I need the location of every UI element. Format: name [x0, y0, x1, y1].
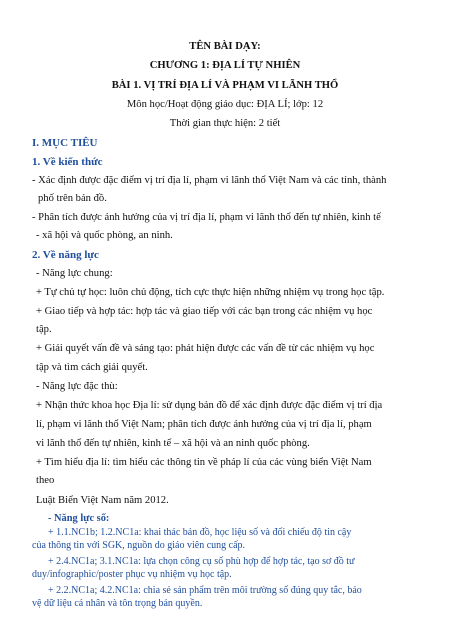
competency-line: lí, phạm vi lãnh thổ Việt Nam; phân tích được ảnh hưởng của vị trí địa lí, phạm: [36, 419, 372, 430]
digital-competency-line: vệ dữ liệu cá nhân và tôn trọng bản quyền.: [32, 598, 203, 609]
subject-line: Môn học/Hoạt động giáo dục: ĐỊA LÍ; lớp: 12: [126, 99, 324, 110]
knowledge-line: - Phân tích được ảnh hưởng của vị trí địa lí, phạm vi lãnh thổ đến tự nhiên, kinh tế: [32, 212, 381, 223]
competency-line: Luật Biển Việt Nam năm 2012.: [36, 495, 169, 506]
competency-line: + Giao tiếp và hợp tác: hợp tác và giao tiếp với các bạn trong các nhiệm vụ học: [36, 306, 373, 317]
competency-line: vi lãnh thổ đến tự nhiên, kinh tế – xã hội và an ninh quốc phòng.: [36, 438, 310, 449]
duration-line: Thời gian thực hiện: 2 tiết: [169, 118, 281, 129]
competency-line: - Năng lực đặc thù:: [36, 381, 118, 392]
knowledge-line: phố trên bản đồ.: [38, 193, 107, 204]
competency-line: - Năng lực chung:: [36, 268, 113, 279]
section-objectives-title: I. MỤC TIÊU: [32, 137, 98, 149]
knowledge-line: - xã hội và quốc phòng, an ninh.: [36, 230, 173, 241]
digital-competency-line: + 2.4.NC1a; 3.1.NC1a: lựa chọn công cụ số phù hợp để hợp tác, tạo sơ đồ tư: [48, 556, 355, 567]
chapter-title: CHƯƠNG 1: ĐỊA LÍ TỰ NHIÊN: [149, 60, 301, 71]
digital-competency-line: duy/infographic/poster phục vụ nhiệm vụ học tập.: [32, 569, 232, 580]
knowledge-title: 1. Về kiến thức: [32, 156, 103, 168]
competency-line: tập và tìm cách giải quyết.: [36, 362, 148, 373]
digital-competency-line: của thông tin với SGK, nguồn do giáo viên cung cấp.: [32, 540, 246, 551]
competency-line: + Nhận thức khoa học Địa lí: sử dụng bản đồ để xác định được đặc điểm vị trí địa: [36, 400, 383, 411]
lesson-title: BÀI 1. VỊ TRÍ ĐỊA LÍ VÀ PHẠM VI LÃNH THỔ: [111, 80, 339, 91]
competency-line: tập.: [36, 324, 52, 335]
knowledge-line: - Xác định được đặc điểm vị trí địa lí, phạm vi lãnh thổ Việt Nam và các tỉnh, thành: [32, 175, 387, 186]
digital-competency-line: + 1.1.NC1b; 1.2.NC1a: khai thác bản đồ, học liệu số và đối chiếu độ tin cậy: [48, 527, 352, 538]
competency-line: + Giải quyết vấn đề và sáng tạo: phát hiện được các vấn đề từ các nhiệm vụ học: [36, 343, 375, 354]
digital-competency-title: - Năng lực số:: [48, 513, 110, 524]
lesson-name-heading: TÊN BÀI DẠY:: [189, 41, 261, 52]
competency-line: theo: [36, 475, 55, 486]
competency-title: 2. Về năng lực: [32, 249, 99, 261]
digital-competency-line: + 2.2.NC1a; 4.2.NC1a: chia sẻ sản phẩm trên môi trường số đúng quy tắc, bảo: [48, 585, 362, 596]
competency-line: + Tự chủ tự học: luôn chủ động, tích cực thực hiện những nhiệm vụ trong học tập.: [36, 287, 385, 298]
competency-line: + Tìm hiểu địa lí: tìm hiểu các thông tin về pháp lí của các vùng biển Việt Nam: [36, 457, 372, 468]
